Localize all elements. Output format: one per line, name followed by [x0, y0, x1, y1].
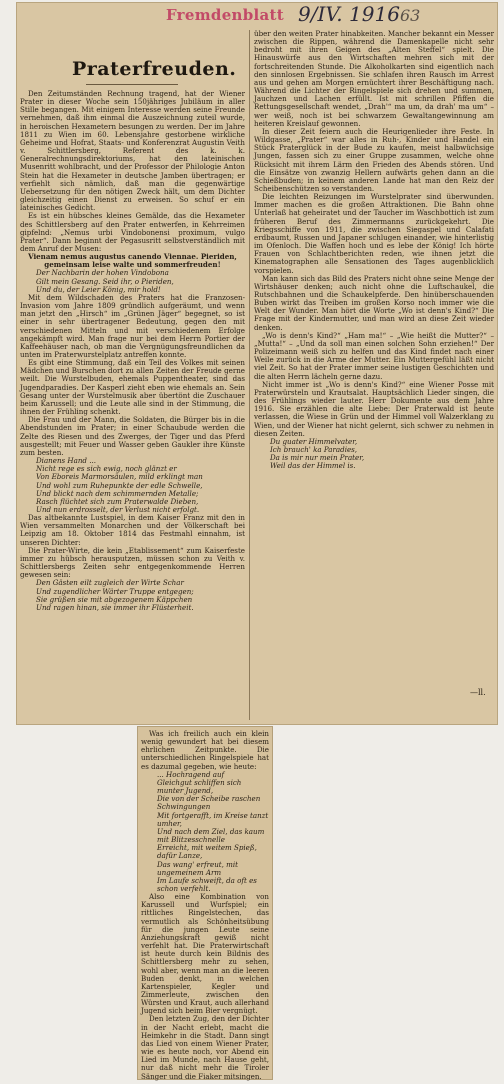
- paragraph: Es ist ein hübsches kleines Gemälde, das die Hexameter des Schittlersberg auf den Prater entwerfen, in Kehrreimen gipfelnd: „Nemus urbi Vindobonensi proximum, vulgo Prater“. Dann beginnt der Pegasusritt selbstverständlich mit dem Anruf der Musen:: [20, 211, 245, 253]
- verse-line: Und du, der Leier König, mir hold!: [36, 284, 161, 294]
- verse-line: Von Eboreis Marmorsäulen, mild erklingt man: [36, 472, 203, 482]
- verse-line: Und wohl zum Ruhepunkte der edle Schwelle,: [36, 480, 203, 490]
- verse-line: ... Hochragend auf: [157, 769, 225, 779]
- verse-line: Sie grüßen sie mit abgezogenem Käppchen: [36, 594, 193, 604]
- verse-line: Der Nachbarin der hohen Vindobona: [36, 268, 169, 278]
- verse-line: Und blickt nach dem schimmernden Metalle;: [36, 488, 199, 498]
- right-column: [254, 30, 494, 722]
- verse-line: Die von der Scheibe raschen Schwingungen: [157, 794, 261, 812]
- paragraph: Die Frau und der Mann, die Soldaten, die Bürger bis in die Abendstunden im Prater; in einer Schaubude werden die Zelte des Riesen und des Zwerges, der Tiger und das Pferd ausgestellt; mit Feuer und Wasser geben Gaukler ihre Künste zum besten.: [20, 415, 245, 457]
- author-signature: —ll.: [470, 688, 486, 697]
- verse-line: Das wang' erfreut, mit ungemeinem Arm: [157, 859, 239, 877]
- left-column: [20, 90, 245, 718]
- verse-line: Und zugendlicher Wärter Truppe entgegen;: [36, 586, 194, 596]
- paragraph: Nicht immer ist „Wo is denn's Kind?“ eine Wiener Posse mit Praterwürsteln und Krautsalat. Hauptsächlich Lieder singen, die des Frühlings wieder lauter. Herr Dokumente aus dem Jahre 1916. Sie erzählen die alte Liebe: Der Praterwald ist heute verlassen, die Wiese in Grün und der Himmel voll Walzerklang zu Wien, und der Wiener hat nicht gelernt, sich schwer zu nehmen in diesen Zeiten.: [254, 379, 494, 438]
- verse-latin: Vienam nemus augustus canendo Viennae. Pieriden, gemeinsam leise walte und sommerfreuden!: [28, 252, 237, 270]
- paragraph: Man kann sich das Bild des Praters nicht ohne seine Menge der Wirtshäuser denken; auch nicht ohne die Luftschaukel, die Rutschbahnen und die Schaukelpferde. Den hinüberschauenden Buben wirkt das Treiben im großen Korso noch immer wie die Welt der Wunder. Man hört die Worte „Wo ist denn's Kind?“ Die Frage mit der Kindermutter, und man wird an diese Zeit wieder denken.: [254, 273, 494, 332]
- verse-line: Den Gästen eilt zugleich der Wirte Schar: [36, 578, 184, 588]
- paragraph: Was ich freilich auch ein klein wenig gewundert hat bei diesem ehrlichen Zeitpunkte. Die unterschiedlichen Ringelspiele hat es dazumal gegeben, wie heute:: [141, 729, 269, 771]
- paragraph: Es gibt eine Stimmung, daß ein Teil des Volkes mit seinen Mädchen und Burschen dort zu allen Zeiten der Freude gerne weilt. Die Wurstelbuden, ehemals Puppentheater, sind das Jugendparadies. Der Kasperl zieht eben wie ehemals an. Sein Gesang unter der Wurstelmusik aber übertönt die Zuschauer beim Karussell; und die Leute alle sind in der Stimmung, die ihnen der Frühling schenkt.: [20, 358, 245, 417]
- verse-line: Gilt mein Gesang. Seid ihr, o Pieriden,: [36, 276, 174, 286]
- verse-line: Und nun erdrosselt, der Verlust nicht erfolgt.: [36, 504, 200, 514]
- paragraph: Die leichten Reizungen im Wurstelprater sind überwunden. Immer machen es die großen Attraktionen. Die Bahn ohne Unterlaß hat geheiratet und der Taucher im Waschbottich ist zum früheren Beruf des Zimmermanns zurückgekehrt. Die Kriegsschiffe von 1911, die zwischen Siegaspel und Calafati erdbaumt, Russen und Japaner schlugen einander, wie hinterlistig im Ofenloch. Die Waffen hoch und es lebe der König! Ich hörte Frauen von Schlachtberichten reden, wie ihnen jetzt die Kinematographen alle Sensationen des Tages augenblicklich vorspielen.: [254, 192, 494, 275]
- verse-line: Rasch flüchtet sich zum Praterwalde Dieben,: [36, 496, 199, 506]
- verse-line: Ich brauch' ka Paradies,: [270, 444, 358, 454]
- masthead-stamp: Fremdenblatt: [166, 6, 285, 24]
- paragraph: „Wo is denn's Kind?“ „Ham ma!“ – „Wie heißt die Mutter?“ – „Mutta!“ – „Und da soll man einen solchen Sohn erziehen!“ Der Polizeimann weiß sich zu helfen und das Kind findet nach einer Weile zurück in die Arme der Mutter. Ein Muttergefühl läßt nicht viel Zeit. So hat der Prater immer seine lustigen Geschichten und die alten Herrn lächeln gerne dazu.: [254, 330, 494, 381]
- verse-line: Gleichgut schliffen sich munter Jugend,: [157, 777, 242, 796]
- paragraph: Den letzten Zug, den der Dichter in der Nacht erlebt, macht die Heimkehr in die Stadt. Dann singt das Lied von einem Wiener Prater, wie es heute noch, vor Abend ein Lied im Munde, nach Hause geht, nur daß nicht mehr die Tiroler Sänger und die Fiaker mitsingen.: [141, 1014, 269, 1081]
- verse-line: Mit fortgerafft, im Kreise tanzt umher,: [157, 810, 269, 828]
- paragraph: In dieser Zeit feiern auch die Heurigenlieder ihre Feste. In Wildgasse, „Prater“ war alles in Ruh-, Kinder und Handel ein Stück Praterglück in der Bude zu kaufen, meist halbwüchsige Jungen, fassen sich zu einer Gruppe zusammen, welche ohne Rücksicht mit ihrem Lärm den Frieden des Abends stören. Und die Einsätze von zwanzig Hellern aufwärts gehen dann an die Schießbuden; in keinem anderen Lande hat man den Reiz der Scheibenschützen so verstanden.: [254, 126, 494, 193]
- handwritten-number: 63: [400, 6, 421, 25]
- paragraph: über den weiten Prater hinabkeiten. Mancher bekannt ein Messer zwischen die Rippen, während die Damenkapelle nicht sehr bedroht mit ihren Geigen des „Alten Steffel“ spielt. Die Hinauswürfe aus den Wirtschaften mehren sich mit der fortschreitenden Stunde. Die Alkoholkarten sind eigentlich nach den sinnlosen Ergebnissen. Sie schlafen ihren Rausch im Arrest aus und gehen am Morgen ernüchtert ihrer Beschäftigung nach. Während die Lichter der Ringelspiele sich drehen und summen, Jauchzen und Lachen erfüllt. Ist mit schrillen Pfiffen die Rettungsgesellschaft wendet, „Drah'“ ma um, da drah' ma um“ – wer weiß, noch ist bei schwarzem Gewaltangewinnung am heiteren Kreislauf gewonnen.: [254, 29, 494, 128]
- verse-line: Und ragen hinan, sie immer ihr Flüsterheit.: [36, 602, 194, 612]
- verse-line: Im Laufe schweift, da oft es schon verfehlt.: [157, 875, 257, 893]
- paragraph: Den Zeitumständen Rechnung tragend, hat der Wiener Prater in dieser Woche sein 150jähriges Jubiläum in aller Stille begangen. Mit einigem Interesse werden seine Freunde vernehmen, daß ihm einmal die Auszeichnung zuteil wurde, in heroischen Hexametern besungen zu werden. Der im Jahre 1811 zu Wien im 60. Lebensjahre gestorbene wirkliche Geheime und Hofrat, Staats- und Konferenzrat Augustin Veith v. Schittlersberg, Referent des k. k. Generalrechnungsdirektoriums, hat den lateinischen Musenritt wohlbracht, und der Professor der Philologie Anton Stein hat die Hexameter in deutsche Jamben übertragen; er verfiehlt sich nämlich, daß man die gegenwärtige Uebersetzung für den nötigen Zweck hält, um dem Dichter gleichzeitig einen Dienst zu erweisen. So schuf er ein lateinisches Gedicht.: [20, 89, 245, 213]
- verse-line: Dianens Hand ...: [36, 456, 96, 466]
- verse-line: Erreicht, mit weitem Spieß, dafür Lanze,: [157, 843, 257, 861]
- paragraph: Mit dem Wildschaden des Praters hat die Franzosen-Invasion vom Jahre 1809 gründlich aufgeräumt, und wenn man jetzt den „Hirsch“ im „Grünen Jäger“ begegnet, so ist einer in sehr übertragener Bedeutung, gegen den mit verschiedenen Mitteln und mit verschiedenem Erfolge angekämpft wird. Man frage nur bei dem Herrn Portier der Kaffeehäuser nach, ob man die Vergnügungsfreundlichen da unten im Praterwurstelplatz antreffen konnte.: [20, 292, 245, 359]
- verse-line: Weil das der Himmel is.: [270, 461, 356, 471]
- article-title: Praterfreuden.: [72, 58, 237, 80]
- bottom-column: [141, 729, 269, 1081]
- verse-line: Da is mir nur mein Prater,: [270, 453, 365, 463]
- paragraph: Also eine Kombination von Karussell und Wurfspiel; ein rittliches Ringelstechen, das vermutlich als Schönheitsübung für die jungen Leute seine Anziehungskraft gewiß nicht verfehlt hat. Die Praterwirtschaft ist heute durch kein Bildnis des Schittlersberg mehr zu sehen, wohl aber, wenn man an die leeren Buden denkt, in welchen Kartenspieler, Kegler und Zimmerleute, zwischen den Würsten und Kraut, auch allerhand Jugend sich beim Bier vergnügt.: [141, 892, 269, 1016]
- verse-line: Du guater Himmelvater,: [270, 436, 358, 446]
- verse-line: Und nach dem Ziel, das kaum mit Blitzesschnelle: [157, 826, 265, 845]
- paragraph: Die Prater-Wirte, die kein „Etablissement“ zum Kaiserfeste immer zu hübsch herausputzen, müssen schon zu Veith v. Schittlersbergs Zeiten sehr entgegenkommende Herren gewesen sein:: [20, 545, 245, 580]
- title-rule: [86, 84, 178, 85]
- handwritten-date: 9/IV. 1916: [298, 2, 400, 26]
- verse-line: Nicht rege es sich ewig, noch glänzt er: [36, 464, 177, 474]
- column-divider: [249, 30, 250, 720]
- paragraph: Das altbekannte Lustspiel, in dem Kaiser Franz mit den in Wien versammelten Monarchen und der Völkerschaft bei Leipzig am 18. Oktober 1814 das Festmahl einnahm, ist unseren Dichter:: [20, 513, 245, 547]
